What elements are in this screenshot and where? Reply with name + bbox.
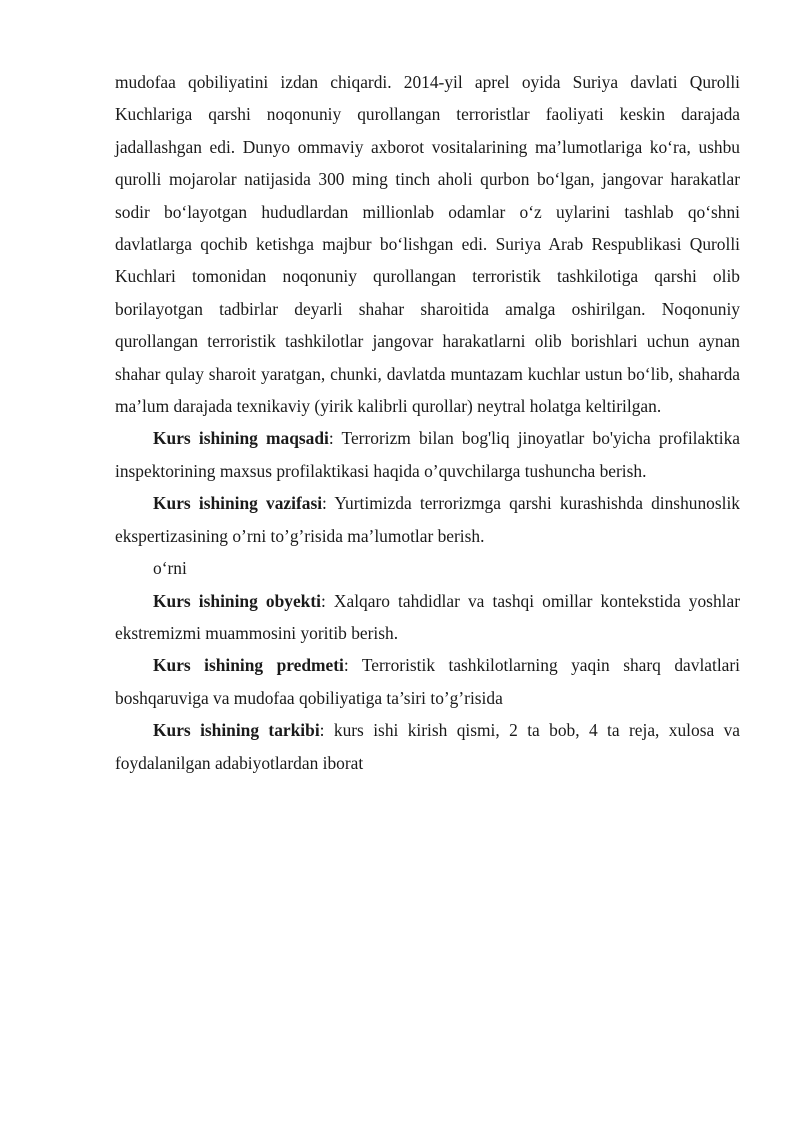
- structure-text: : kurs ishi kirish qismi, 2 ta bob, 4 ta reja, xulosa va foydalanilgan adabiyotlardan iborat: [115, 720, 740, 773]
- tasks-text: : Yurtimizda terrorizmga qarshi kurashishda dinshunoslik ekspertizasining o’rni to’g’risida ma’lumotlar berish.: [115, 493, 740, 546]
- tasks-label: Kurs ishining vazifasi: [153, 493, 323, 514]
- goal-paragraph: [115, 422, 740, 487]
- intro-paragraph: mudofaa qobiliyatini izdan chiqardi. 2014-yil aprel oyida Suriya davlati Qurolli Kuchlariga qarshi noqonuniy qurollangan terroristlar faoliyati keskin darajada jadallashgan edi. Dunyo ommaviy axborot vositalarining ma’lumotlariga ko‘ra, ushbu qurolli mojarolar natijasida 300 ming tinch aholi qurbon bo‘lgan, jangovar harakatlar sodir bo‘layotgan hududlardan millionlab odamlar o‘z uylarini tashlab qo‘shni davlatlarga qochib ketishga majbur bo‘lishgan edi. Suriya Arab Respublikasi Qurolli Kuchlari tomonidan noqonuniy qurollangan terroristik tashkilotiga qarshi olib borilayotgan tadbirlar deyarli shahar sharoitida amalga oshirilgan. Noqonuniy qurollangan terroristik tashkilotlar jangovar harakatlarni olib borishlari uchun aynan shahar qulay sharoit yaratgan, chunki, davlatda muntazam kuchlar ustun bo‘lib, shaharda ma’lum darajada texnikaviy (yirik kalibrli qurollar) neytral holatga keltirilgan.: [115, 72, 740, 417]
- object-paragraph: [115, 585, 740, 650]
- object-text: : Xalqaro tahdidlar va tashqi omillar kontekstida yoshlar ekstremizmi muammosini yoritib berish.: [115, 590, 740, 643]
- document-page: [115, 66, 740, 779]
- subject-text: : Terroristik tashkilotlarning yaqin sharq davlatlari boshqaruviga va mudofaa qobiliyatiga ta’siri to’g’risida: [115, 655, 740, 708]
- subject-label: Kurs ishining predmeti: [153, 655, 344, 676]
- subject-paragraph: [115, 649, 740, 714]
- goal-text: : Terrorizm bilan bog'liq jinoyatlar bo'yicha profilaktika inspektorining maxsus profilaktikasi haqida o’quvchilarga tushuncha berish.: [115, 428, 740, 481]
- structure-label: Kurs ishining tarkibi: [153, 720, 320, 741]
- structure-paragraph: [115, 714, 740, 779]
- goal-label: Kurs ishining maqsadi: [153, 428, 329, 449]
- stray-word-paragraph: o‘rni: [153, 558, 187, 579]
- tasks-paragraph: [115, 487, 740, 552]
- object-label: Kurs ishining obyekti: [153, 590, 321, 611]
